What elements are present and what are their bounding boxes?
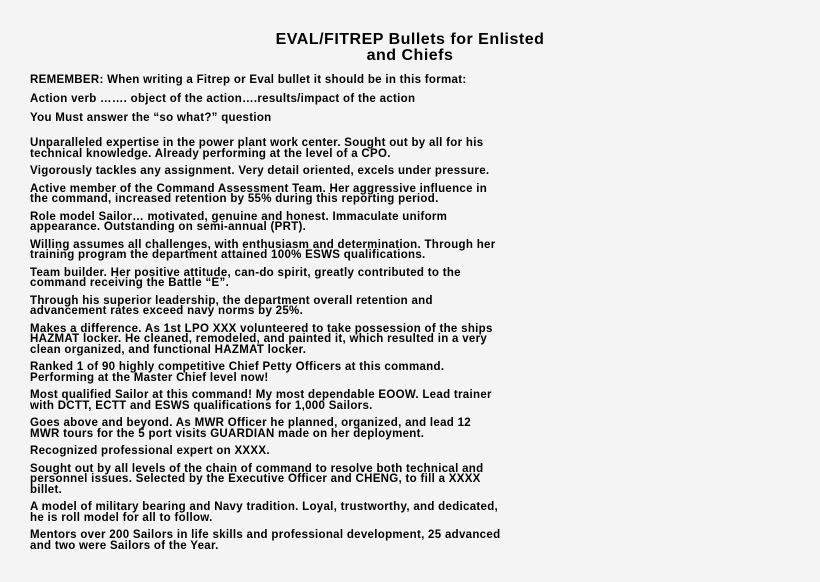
bullet-paragraph: [30, 138, 790, 159]
bullet-paragraph: [30, 166, 790, 177]
bullet-line: A model of military bearing and Navy tradition. Loyal, trustworthy, and dedicated,: [30, 501, 499, 513]
bullet-line: Performing at the Master Chief level now!: [30, 371, 269, 384]
bullet-line: Sought out by all levels of the chain of command to resolve both technical and: [30, 462, 484, 475]
bullet-paragraph: [30, 464, 790, 496]
title-line-2: and Chiefs: [366, 47, 454, 64]
bullet-line: Unparalleled expertise in the power plant work center. Sought out by all for his: [30, 137, 484, 149]
bullet-paragraph: [30, 502, 790, 523]
bullet-paragraph: [30, 530, 790, 551]
bullet-line: Recognized professional expert on XXXX.: [30, 445, 270, 457]
bullet-paragraph: [30, 446, 790, 457]
bullet-line: Active member of the Command Assessment Team. Her aggressive influence in: [30, 182, 488, 195]
bullet-line: and two were Sailors of the Year.: [30, 539, 219, 552]
bullet-paragraph: [30, 324, 790, 356]
bullet-line: HAZMAT locker. He cleaned, remodeled, and painted it, which resulted in a very: [30, 333, 488, 345]
bullet-line: Goes above and beyond. As MWR Officer he planned, organized, and lead 12: [30, 417, 472, 429]
bullet-list: [30, 138, 790, 551]
bullet-paragraph: [30, 240, 790, 261]
bullet-line: the command, increased retention by 55% during this reporting period.: [30, 193, 439, 205]
bullet-line: Mentors over 200 Sailors in life skills and professional development, 25 advanced: [30, 529, 501, 541]
bullet-line: Through his superior leadership, the department overall retention and: [30, 294, 433, 307]
bullet-line: Most qualified Sailor at this command! My most dependable EOOW. Lead trainer: [30, 389, 492, 401]
bullet-line: he is roll model for all to follow.: [30, 511, 213, 524]
bullet-line: training program the department attained 100% ESWS qualifications.: [30, 249, 426, 261]
bullet-line: Willing assumes all challenges, with enthusiasm and determination. Through her: [30, 238, 496, 251]
bullet-paragraph: [30, 296, 790, 317]
bullet-format: Action verb ……. object of the action….results/impact of the action: [30, 93, 416, 105]
bullet-paragraph: [30, 362, 790, 383]
bullet-paragraph: [30, 212, 790, 233]
remember-note: REMEMBER: When writing a Fitrep or Eval bullet it should be in this format:: [30, 74, 467, 86]
bullet-paragraph: [30, 268, 790, 289]
so-what-note: You Must answer the “so what?” question: [30, 112, 272, 124]
bullet-line: appearance. Outstanding on semi-annual (PRT).: [30, 221, 307, 233]
document-title: [30, 32, 790, 64]
bullet-line: clean organized, and functional HAZMAT locker.: [30, 343, 307, 356]
bullet-paragraph: [30, 184, 790, 205]
bullet-line: personnel issues. Selected by the Executive Officer and CHENG, to fill a XXXX: [30, 473, 481, 485]
bullet-line: command receiving the Battle “E”.: [30, 277, 230, 289]
bullet-line: MWR tours for the 5 port visits GUARDIAN made on her deployment.: [30, 427, 425, 440]
bullet-line: Makes a difference. As 1st LPO XXX volunteered to take possession of the ships: [30, 322, 493, 335]
bullet-line: with DCTT, ECTT and ESWS qualifications for 1,000 Sailors.: [30, 399, 373, 412]
bullet-line: Team builder. Her positive attitude, can-do spirit, greatly contributed to the: [30, 266, 461, 279]
bullet-line: Vigorously tackles any assignment. Very detail oriented, excels under pressure.: [30, 165, 490, 177]
title-line-1: EVAL/FITREP Bullets for Enlisted: [275, 31, 545, 48]
bullet-line: billet.: [30, 483, 63, 496]
bullet-line: technical knowledge. Already performing at the level of a CPO.: [30, 147, 391, 160]
bullet-line: Role model Sailor… motivated, genuine and honest. Immaculate uniform: [30, 210, 448, 223]
bullet-line: Ranked 1 of 90 highly competitive Chief Petty Officers at this command.: [30, 361, 445, 373]
format-instructions: [30, 74, 790, 124]
bullet-paragraph: [30, 390, 790, 411]
bullet-paragraph: [30, 418, 790, 439]
bullet-line: advancement rates exceed navy norms by 25%.: [30, 305, 304, 317]
